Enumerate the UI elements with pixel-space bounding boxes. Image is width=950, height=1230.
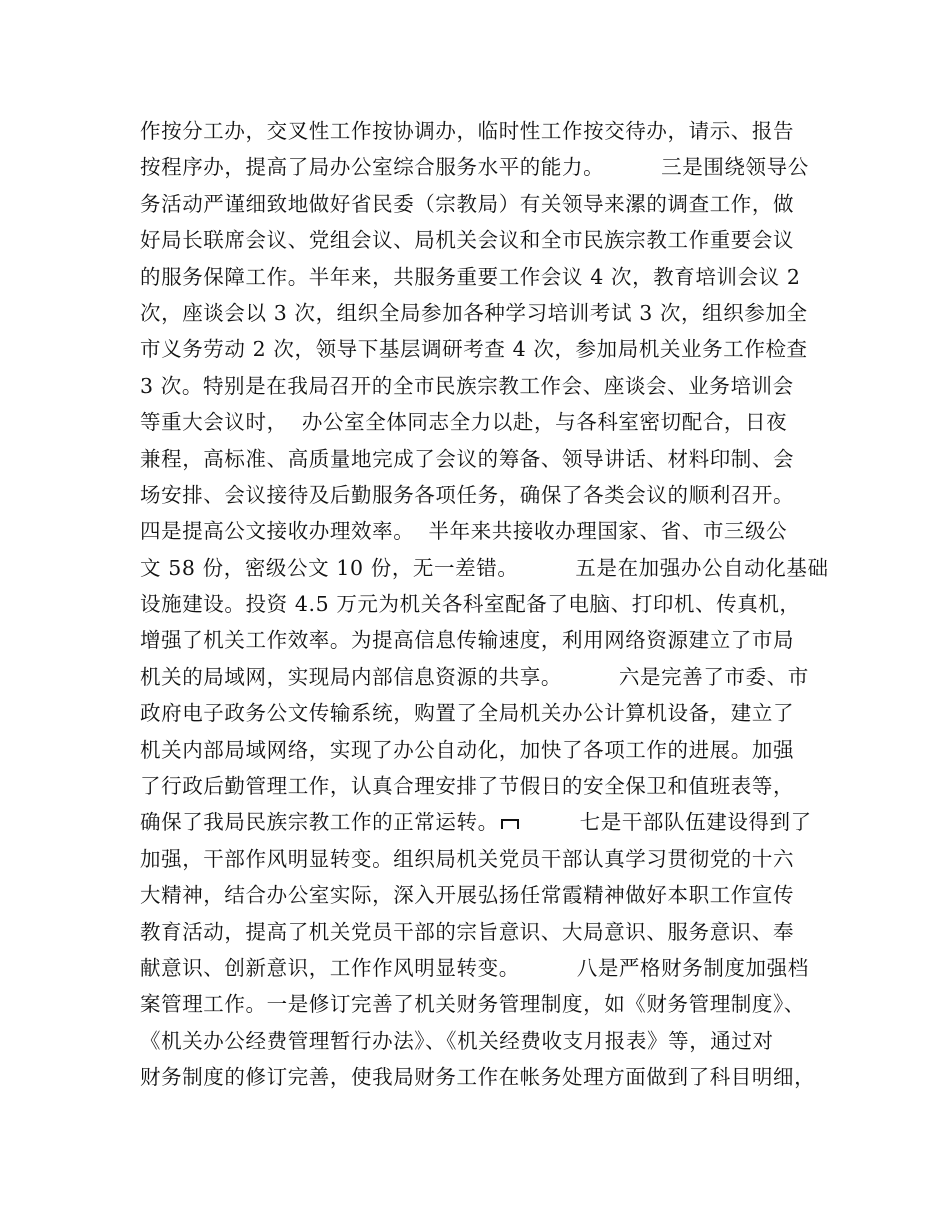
text-line: 的服务保障工作。半年来，共服务重要工作会议 4 次，教育培训会议 2 — [140, 264, 801, 289]
text-line: 加强，干部作风明显转变。组织局机关党员干部认真学习贯彻党的十六 — [140, 846, 795, 871]
text-line-tail: 七是干部队伍建设得到了 — [522, 810, 812, 835]
text-line: 市义务劳动 2 次，领导下基层调研考查 4 次，参加局机关业务工作检查 — [140, 337, 808, 362]
text-line: 机关内部局域网络，实现了办公自动化，加快了各项工作的进展。加强 — [140, 737, 795, 762]
text-line: 务活动严谨细致地做好省民委（宗教局）有关领导来漯的调查工作，做 — [140, 191, 795, 216]
text-line: 政府电子政务公文传输系统，购置了全局机关办公计算机设备，建立了 — [140, 701, 795, 726]
text-line: 财务制度的修订完善，使我局财务工作在帐务处理方面做到了科目明细， — [140, 1065, 816, 1090]
body-text — [140, 113, 830, 1096]
text-line-with-mark — [140, 804, 830, 840]
text-line: 《机关办公经费管理暂行办法》、《机关经费收支月报表》等，通过对 — [140, 1028, 774, 1053]
text-line: 设施建设。投资 4.5 万元为机关各科室配备了电脑、打印机、传真机， — [140, 592, 801, 617]
text-line: 文 58 份，密级公文 10 份，无一差错。 五是在加强办公自动化基础 — [140, 555, 829, 580]
text-line: 了行政后勤管理工作，认真合理安排了节假日的安全保卫和值班表等， — [140, 774, 795, 799]
text-line: 次，座谈会以 3 次，组织全局参加各种学习培训考试 3 次，组织参加全 — [140, 300, 808, 325]
text-line: 增强了机关工作效率。为提高信息传输速度，利用网络资源建立了市局 — [140, 628, 795, 653]
text-line: 好局长联席会议、党组会议、局机关会议和全市民族宗教工作重要会议 — [140, 228, 795, 253]
text-line: 3 次。特别是在我局召开的全市民族宗教工作会、座谈会、业务培训会 — [140, 373, 794, 398]
text-line: 四是提高公文接收办理效率。 半年来共接收办理国家、省、市三级公 — [140, 519, 788, 544]
text-line: 教育活动，提高了机关党员干部的宗旨意识、大局意识、服务意识、奉 — [140, 919, 795, 944]
text-line: 作按分工办，交叉性工作按协调办，临时性工作按交待办，请示、报告 — [140, 119, 795, 143]
text-line: 场安排、会议接待及后勤服务各项任务，确保了各类会议的顺利召开。 — [140, 482, 795, 507]
bracket-mark-icon — [501, 819, 519, 829]
text-line: 兼程，高标准、高质量地完成了会议的筹备、领导讲话、材料印制、会 — [140, 446, 795, 471]
text-line: 按程序办，提高了局办公室综合服务水平的能力。 三是围绕领导公 — [140, 155, 809, 180]
text-line-head: 确保了我局民族宗教工作的正常运转。 — [140, 810, 499, 835]
text-line: 案管理工作。一是修订完善了机关财务管理制度，如《财务管理制度》、 — [140, 992, 805, 1017]
text-line: 机关的局域网，实现局内部信息资源的共享。 六是完善了市委、市 — [140, 664, 809, 689]
text-line: 大精神，结合办公室实际，深入开展弘扬任常霞精神做好本职工作宣传 — [140, 883, 795, 908]
text-line: 等重大会议时， 办公室全体同志全力以赴，与各科室密切配合，日夜 — [140, 410, 788, 435]
text-line: 献意识、创新意识，工作作风明显转变。 八是严格财务制度加强档 — [140, 955, 809, 980]
